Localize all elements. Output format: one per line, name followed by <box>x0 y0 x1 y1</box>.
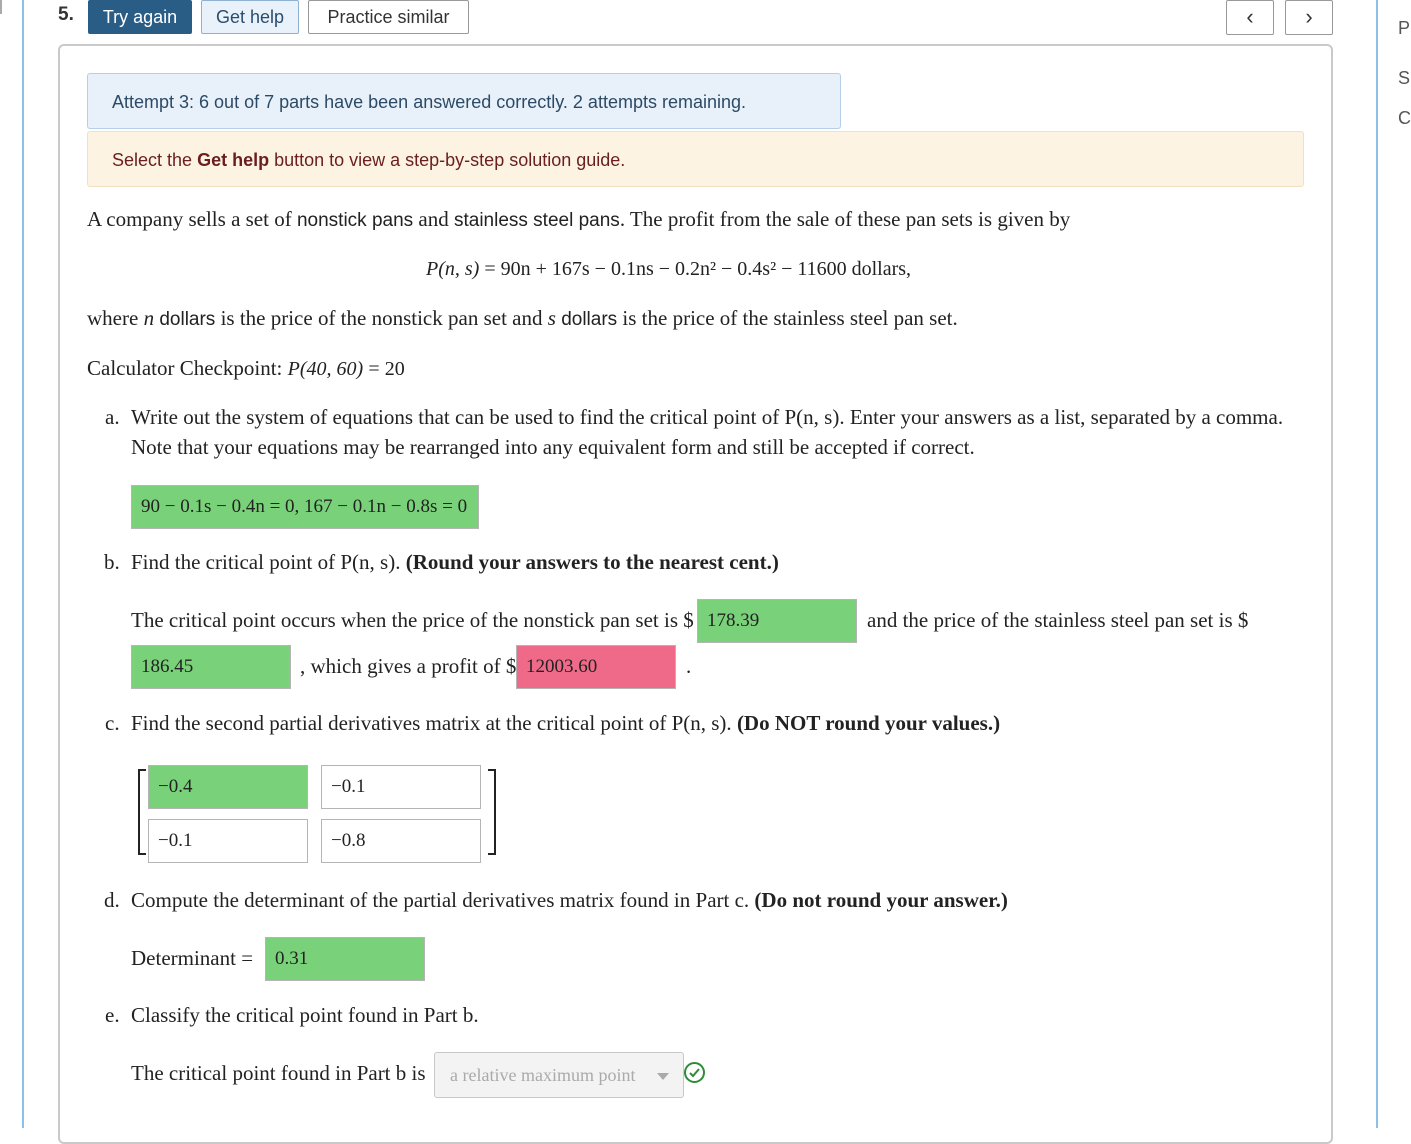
part-c-letter: c. <box>105 711 120 735</box>
part-b-period: . <box>686 654 692 678</box>
var-dollars-1: dollars <box>154 309 216 330</box>
matrix-right-bracket <box>488 769 496 855</box>
part-b-bold: (Round your answers to the nearest cent.) <box>405 550 779 574</box>
formula-lhs: P(n, s) <box>426 258 480 280</box>
matrix-cell-22[interactable]: −0.8 <box>321 819 481 863</box>
next-question-button[interactable] <box>1285 0 1333 35</box>
profit-formula: P(n, s) = 90n + 167s − 0.1ns − 0.2n² − 0.4s² − 11600 dollars, <box>426 258 912 280</box>
help-hint-text-before: Select the <box>112 150 198 170</box>
part-b-prompt <box>131 550 779 575</box>
part-d-prompt <box>131 888 1008 913</box>
checkpoint-value: = 20 <box>368 358 405 380</box>
var-dollars-2: dollars <box>555 309 618 330</box>
part-b-letter: b. <box>104 550 120 574</box>
part-d-bold: (Do not round your answer.) <box>754 888 1008 912</box>
var-text-2: is the price of the nonstick pan set and <box>215 306 548 330</box>
part-a-line1: Write out the system of equations that can be used to find the critical point of P(n, s). Enter your answers as a list, separated by a comma. <box>131 405 1284 429</box>
chevron-left-icon: ‹ <box>1246 4 1254 29</box>
part-a-line2: Note that your equations may be rearranged into any equivalent form and still be accepted if correct. <box>131 435 975 459</box>
classification-select[interactable] <box>434 1052 684 1098</box>
var-n: n <box>143 306 155 330</box>
left-edge-mark <box>0 0 2 14</box>
part-d-letter: d. <box>104 888 120 912</box>
part-b-sentence1: The critical point occurs when the price of the nonstick pan set is $ <box>131 608 694 632</box>
part-a-letter: a. <box>105 405 120 429</box>
help-hint-bold: Get help <box>197 150 270 170</box>
calculator-checkpoint <box>87 356 405 381</box>
formula-rhs: 90n + 167s − 0.1ns − 0.2n² − 0.4s² − 11600 dollars, <box>500 258 912 280</box>
part-e-sentence: The critical point found in Part b is <box>131 1061 426 1085</box>
matrix-cell-11[interactable]: −0.4 <box>148 765 308 809</box>
intro-stainless: stainless steel pans <box>453 210 620 231</box>
part-c-bold: (Do NOT round your values.) <box>736 711 1001 735</box>
part-b-prompt-text: Find the critical point of P(n, s). <box>131 550 401 574</box>
part-e-letter: e. <box>105 1003 120 1027</box>
part-e-prompt: Classify the critical point found in Part b. <box>131 1003 479 1027</box>
question-number: 5. <box>58 4 74 25</box>
var-text-3: is the price of the stainless steel pan set. <box>617 306 958 330</box>
var-s: s <box>547 306 556 330</box>
part-b-sentence2: and the price of the stainless steel pan set is $ <box>867 608 1249 632</box>
var-text-1: where <box>87 306 144 330</box>
determinant-equals: = <box>241 946 254 970</box>
chevron-down-icon <box>657 1073 669 1080</box>
get-help-button[interactable]: Get help <box>201 0 299 34</box>
profit-field[interactable]: 12003.60 <box>516 645 676 689</box>
sidebar-letter-3: C <box>1398 108 1411 128</box>
attempt-status-banner: Attempt 3: 6 out of 7 parts have been answered correctly. 2 attempts remaining. <box>87 73 841 129</box>
chevron-right-icon: › <box>1305 4 1313 29</box>
part-c-prompt <box>131 711 1000 736</box>
determinant-label <box>131 946 253 971</box>
previous-question-button[interactable] <box>1226 0 1274 35</box>
variables-paragraph <box>87 306 958 331</box>
matrix-left-bracket <box>138 769 146 855</box>
determinant-label-text: Determinant <box>131 946 236 970</box>
help-hint-text-after: button to view a step-by-step solution guide. <box>269 150 626 170</box>
determinant-field[interactable]: 0.31 <box>265 937 425 981</box>
part-b-sentence3: , which gives a profit of $ <box>300 654 517 678</box>
intro-text-1: A company sells a set of <box>87 207 297 231</box>
intro-text-3: . The profit from the sale of these pan sets is given by <box>619 207 1071 231</box>
stainless-price-field[interactable]: 186.45 <box>131 645 291 689</box>
help-hint-banner <box>87 131 1304 187</box>
sidebar-letter-2: S <box>1398 68 1411 88</box>
correct-check-icon <box>684 1062 705 1083</box>
intro-paragraph <box>87 207 1070 232</box>
try-again-button[interactable]: Try again <box>88 0 192 34</box>
intro-text-2: and <box>413 207 454 231</box>
part-c-prompt-text: Find the second partial derivatives matrix at the critical point of P(n, s). <box>131 711 732 735</box>
practice-similar-button[interactable]: Practice similar <box>308 0 469 34</box>
left-border <box>22 0 24 1128</box>
checkpoint-label: Calculator Checkpoint: <box>87 356 288 380</box>
sidebar-letter-1: P <box>1398 18 1411 38</box>
matrix-cell-12[interactable]: −0.1 <box>321 765 481 809</box>
intro-nonstick: nonstick pans <box>296 210 414 231</box>
part-a-answer-field[interactable]: 90 − 0.1s − 0.4n = 0, 167 − 0.1n − 0.8s = 0 <box>131 485 479 529</box>
checkpoint-expr: P(40, 60) <box>287 358 364 380</box>
part-d-prompt-text: Compute the determinant of the partial derivatives matrix found in Part c. <box>131 888 750 912</box>
classification-selected-value: a relative maximum point <box>450 1065 636 1085</box>
matrix-cell-21[interactable]: −0.1 <box>148 819 308 863</box>
right-border <box>1376 0 1378 1128</box>
nonstick-price-field[interactable]: 178.39 <box>697 599 857 643</box>
